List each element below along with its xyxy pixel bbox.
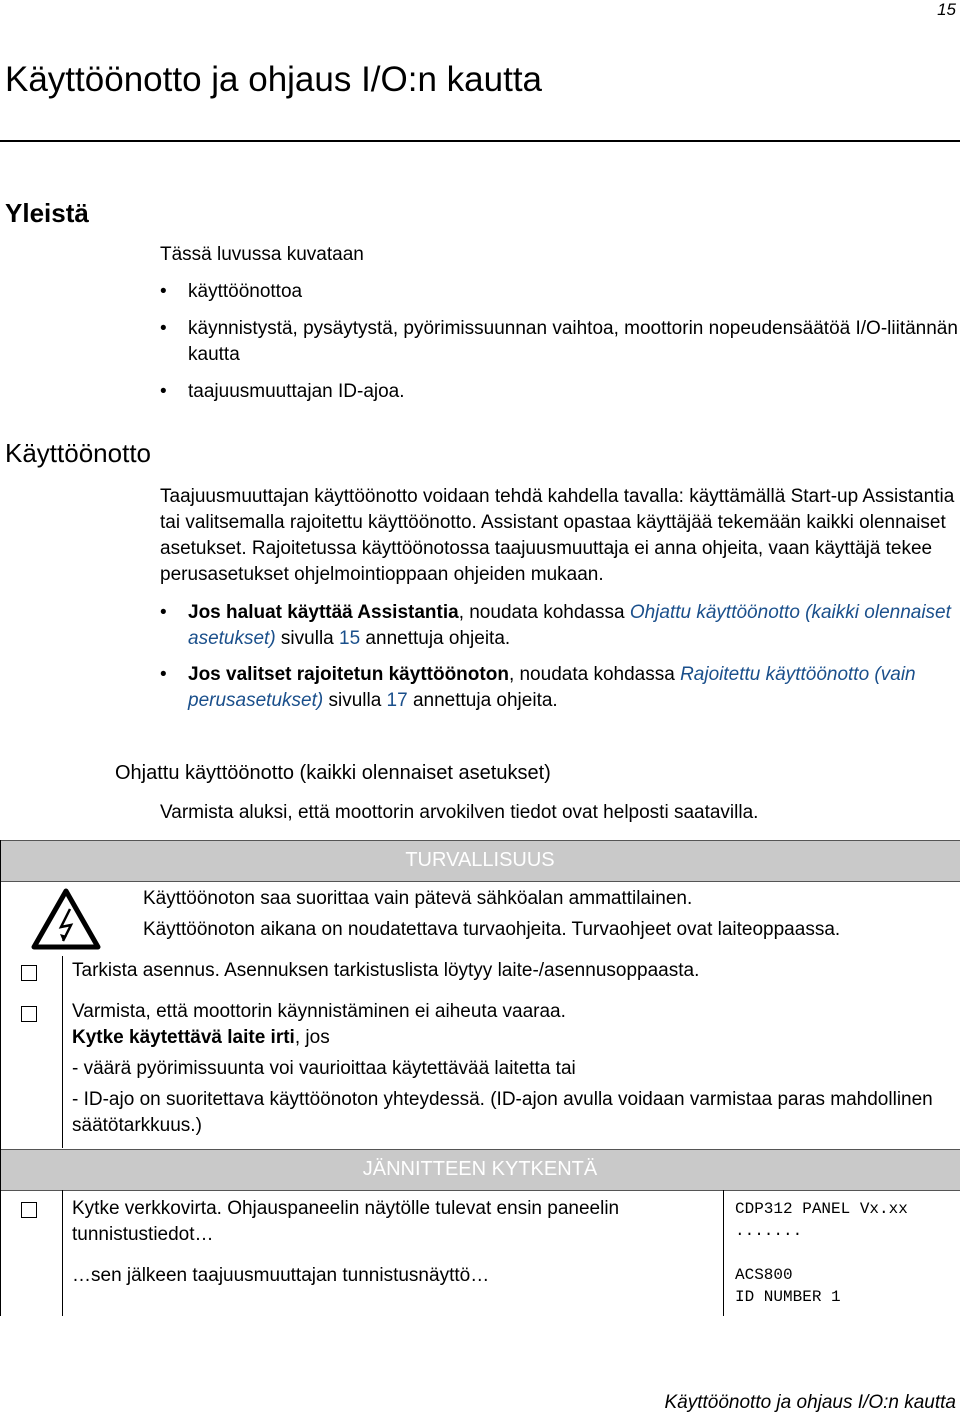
check-safety-dash-2: - ID-ajo on suoritettava käyttöönoton yhteydessä. (ID-ajon avulla voidaan varmistaa paras mahdollinen säätötarkkuus.) xyxy=(72,1089,933,1136)
safety-line-2: Käyttöönoton aikana on noudatettava turvaohjeita. Turvaohjeet ovat laiteoppaassa. xyxy=(143,919,841,940)
disconnect-rest: , jos xyxy=(294,1027,330,1048)
bullet-text: , noudata kohdassa xyxy=(508,664,681,685)
heading-startup: Käyttöönotto xyxy=(5,438,151,468)
disconnect-bold: Kytke käytettävä laite irti xyxy=(72,1027,295,1048)
check-safety-line: Varmista, että moottorin käynnistäminen ei aiheuta vaaraa. xyxy=(72,1001,566,1022)
list-item: • käyttöönottoa xyxy=(160,279,955,305)
table-divider xyxy=(62,1190,63,1316)
list-item xyxy=(160,662,955,714)
table-divider xyxy=(723,1190,724,1316)
table-divider xyxy=(62,956,63,1148)
list-item xyxy=(160,600,955,652)
list-item: • taajuusmuuttajan ID-ajoa. xyxy=(160,379,955,405)
panel-display-1 xyxy=(735,1198,908,1242)
safety-header: TURVALLISUUS xyxy=(0,840,960,882)
general-content xyxy=(160,242,958,405)
panel-display-2 xyxy=(735,1264,841,1308)
checkbox-check-safety[interactable] xyxy=(21,1006,37,1022)
power-on-text: Kytke verkkovirta. Ohjauspaneelin näytölle tulevat ensin paneelin tunnistustiedot… xyxy=(72,1198,620,1245)
limited-startup-link[interactable]: Rajoitettu käyttöönotto (vain perusasetukset) xyxy=(188,664,916,711)
bullet-text: annettuja ohjeita. xyxy=(407,690,558,711)
bullet-text: sivulla xyxy=(323,690,387,711)
power-on-text-2: …sen jälkeen taajuusmuuttajan tunnistusnäyttö… xyxy=(72,1265,490,1286)
page-number: 15 xyxy=(937,0,956,19)
guided-startup-link[interactable]: Ohjattu käyttöönotto (kaikki olennaiset asetukset) xyxy=(188,602,951,649)
checkbox-power-on[interactable] xyxy=(21,1202,37,1218)
display-line: ID NUMBER 1 xyxy=(735,1288,841,1306)
bullet-bold: Jos haluat käyttää Assistantia xyxy=(188,602,459,623)
page-footer: Käyttöönotto ja ohjaus I/O:n kautta xyxy=(664,1392,956,1413)
heading-general: Yleistä xyxy=(5,198,89,228)
startup-content xyxy=(160,484,955,714)
checkbox-check-installation[interactable] xyxy=(21,965,37,981)
page-ref-link[interactable]: 17 xyxy=(386,690,408,711)
display-line: ACS800 xyxy=(735,1266,793,1284)
table-left-border xyxy=(0,840,1,1316)
list-item: • käynnistystä, pysäytystä, pyörimissuunnan vaihtoa, moottorin nopeudensäätöä I/O-liitännän kautta xyxy=(160,316,958,368)
bullet-text: , noudata kohdassa xyxy=(458,602,630,623)
check-safety-disconnect xyxy=(72,1025,942,1051)
power-header: JÄNNITTEEN KYTKENTÄ xyxy=(0,1149,960,1191)
check-installation-text: Tarkista asennus. Asennuksen tarkistuslista löytyy laite-/asennusoppaasta. xyxy=(72,960,700,981)
heading-guided-startup: Ohjattu käyttöönotto (kaikki olennaiset asetukset) xyxy=(115,762,551,784)
bullet-text: sivulla xyxy=(275,628,340,649)
electrical-hazard-icon xyxy=(30,887,102,951)
startup-paragraph: Taajuusmuuttajan käyttöönotto voidaan tehdä kahdella tavalla: käyttämällä Start-up Assistantia tai valitsemalla rajoitettu käyttöönotto. Assistant opastaa käyttäjää tekemään kaikki olennaiset asetukset. Rajoitetussa käyttöönotossa taajuusmuuttaja ei anna ohjeita, vaan käyttäjä tekee perusasetukset ohjelmointioppaan ohjeiden mukaan. xyxy=(160,486,955,585)
guided-intro: Varmista aluksi, että moottorin arvokilven tiedot ovat helposti saatavilla. xyxy=(160,802,759,823)
bullet-bold: Jos valitset rajoitetun käyttöönoton xyxy=(188,664,509,685)
page-ref-link[interactable]: 15 xyxy=(339,628,361,649)
chapter-title: Käyttöönotto ja ohjaus I/O:n kautta xyxy=(5,60,543,99)
bullet-text: annettuja ohjeita. xyxy=(360,628,511,649)
check-safety-dash-1: - väärä pyörimissuunta voi vaurioittaa käytettävää laitetta tai xyxy=(72,1058,576,1079)
safety-line-1: Käyttöönoton saa suorittaa vain pätevä sähköalan ammattilainen. xyxy=(143,888,693,909)
general-intro: Tässä luvussa kuvataan xyxy=(160,244,364,265)
display-line: ....... xyxy=(735,1222,803,1240)
title-rule xyxy=(0,140,960,142)
display-line: CDP312 PANEL Vx.xx xyxy=(735,1200,908,1218)
check-safety-text xyxy=(72,999,942,1139)
